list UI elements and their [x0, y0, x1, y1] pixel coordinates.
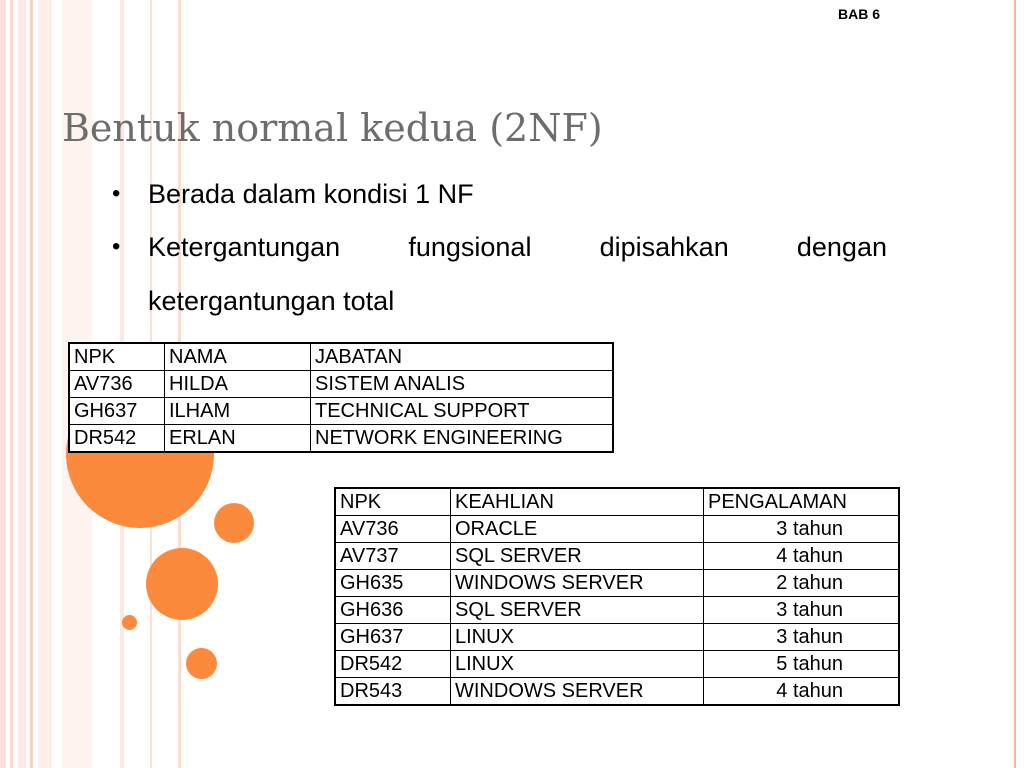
- skills-table: [334, 487, 900, 706]
- table-cell: DR542: [335, 651, 451, 678]
- decor-circle: [214, 503, 254, 543]
- table-cell: LINUX: [451, 651, 704, 678]
- table-cell: SISTEM ANALIS: [311, 371, 614, 398]
- table-cell: DR543: [335, 678, 451, 706]
- background-stripe: [0, 0, 6, 768]
- table-header-row: [69, 343, 613, 371]
- table-cell: AV736: [335, 516, 451, 543]
- table-cell: GH636: [335, 597, 451, 624]
- table-cell: GH635: [335, 570, 451, 597]
- table-cell: 5 tahun: [704, 651, 900, 678]
- table-row: [335, 516, 899, 543]
- table-cell: 3 tahun: [704, 624, 900, 651]
- table-row: [335, 570, 899, 597]
- table-header-cell: JABATAN: [311, 343, 614, 371]
- table-cell: ORACLE: [451, 516, 704, 543]
- right-border-line: [1014, 0, 1016, 768]
- table-row: [69, 425, 613, 453]
- table-cell: WINDOWS SERVER: [451, 570, 704, 597]
- table-row: [335, 597, 899, 624]
- employee-table: [68, 342, 614, 453]
- table-header-cell: NPK: [335, 488, 451, 516]
- table-cell: AV737: [335, 543, 451, 570]
- table-cell: TECHNICAL SUPPORT: [311, 398, 614, 425]
- table-cell: 4 tahun: [704, 678, 900, 706]
- table-cell: HILDA: [165, 371, 311, 398]
- table-cell: 2 tahun: [704, 570, 900, 597]
- background-stripe: [38, 0, 52, 768]
- table-row: [335, 624, 899, 651]
- table-cell: ERLAN: [165, 425, 311, 453]
- table-header-cell: NPK: [69, 343, 165, 371]
- table-cell: GH637: [69, 398, 165, 425]
- decor-circle: [146, 548, 218, 620]
- bullet-text: Ketergantungan fungsional dipisahkan dengan ketergantungan total: [148, 232, 887, 316]
- chapter-label: BAB 6: [838, 6, 881, 22]
- slide-title: Bentuk normal kedua (2NF): [62, 106, 603, 150]
- background-stripe: [18, 0, 26, 768]
- bullet-icon: •: [112, 233, 121, 260]
- table-header-cell: PENGALAMAN: [704, 488, 900, 516]
- bullet-list: [112, 170, 887, 328]
- table-cell: SQL SERVER: [451, 543, 704, 570]
- table-cell: AV736: [69, 371, 165, 398]
- table-cell: SQL SERVER: [451, 597, 704, 624]
- decor-circle-small: [122, 615, 137, 630]
- table-row: [69, 371, 613, 398]
- bullet-text: Berada dalam kondisi 1 NF: [148, 179, 474, 209]
- background-stripe: [30, 0, 33, 768]
- table-row: [335, 651, 899, 678]
- table-cell: 3 tahun: [704, 516, 900, 543]
- table-row: [69, 398, 613, 425]
- background-stripe: [10, 0, 13, 768]
- table-cell: 4 tahun: [704, 543, 900, 570]
- bullet-item: [112, 168, 887, 220]
- table-row: [335, 678, 899, 706]
- table-cell: GH637: [335, 624, 451, 651]
- decor-circle: [186, 648, 217, 679]
- table-cell: ILHAM: [165, 398, 311, 425]
- bullet-icon: •: [112, 180, 121, 207]
- table-header-row: [335, 488, 899, 516]
- table-row: [335, 543, 899, 570]
- table-cell: NETWORK ENGINEERING: [311, 425, 614, 453]
- table-header-cell: NAMA: [165, 343, 311, 371]
- table-cell: DR542: [69, 425, 165, 453]
- bullet-item: [112, 220, 887, 328]
- table-cell: WINDOWS SERVER: [451, 678, 704, 706]
- table-cell: LINUX: [451, 624, 704, 651]
- table-cell: 3 tahun: [704, 597, 900, 624]
- table-header-cell: KEAHLIAN: [451, 488, 704, 516]
